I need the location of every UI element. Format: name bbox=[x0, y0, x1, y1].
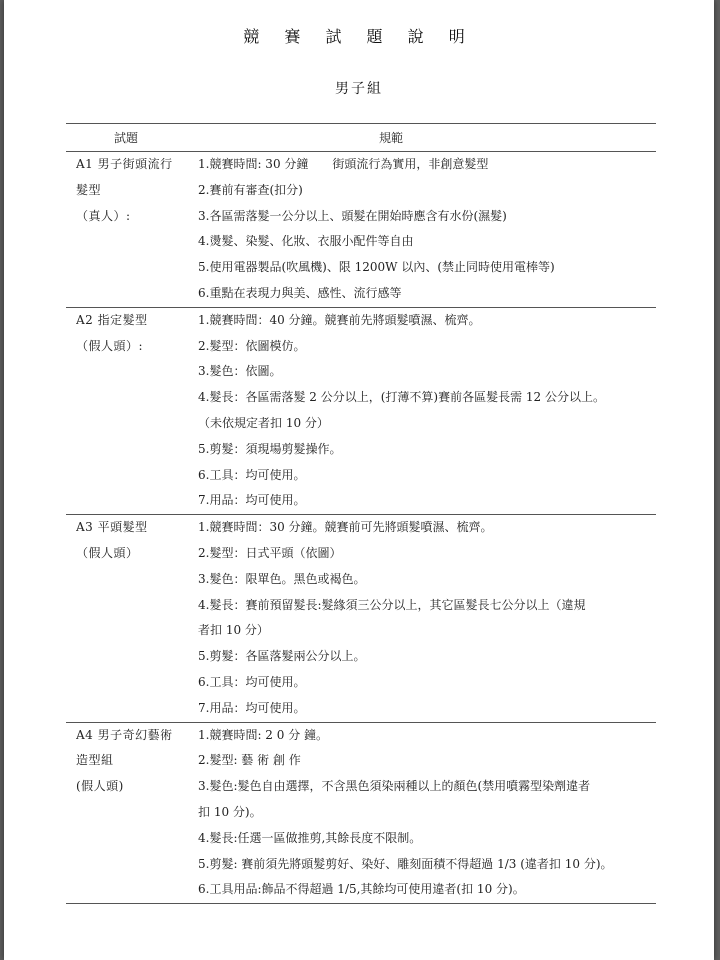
rule-line: 6.工具：均可使用。 bbox=[198, 674, 306, 689]
rule-line: 1.競賽時間: 2 0 分 鐘。 bbox=[198, 727, 329, 742]
section-name-line: A2 指定髮型 bbox=[76, 312, 148, 327]
section-name bbox=[66, 308, 194, 514]
rule-line: 2.髮型：依圖模仿。 bbox=[198, 338, 306, 353]
rule-line: 2.髮型：日式平頭（依圖） bbox=[198, 545, 342, 560]
rule-line: 1.競賽時間: 30 分鐘 街頭流行為實用，非創意髮型 bbox=[198, 157, 489, 171]
section-rules bbox=[194, 723, 656, 904]
rule-line: 者扣 10 分） bbox=[198, 623, 269, 638]
section-name bbox=[66, 152, 194, 307]
section-a3 bbox=[66, 515, 656, 722]
rule-line: 6.重點在表現力與美、感性、流行感等 bbox=[198, 285, 402, 300]
table-header-row bbox=[66, 124, 656, 152]
rule-line: 2.髮型: 藝 術 創 作 bbox=[198, 753, 301, 768]
section-name-line: A1 男子街頭流行 bbox=[76, 157, 173, 171]
rule-line: 6.工具用品:飾品不得超過 1/5,其餘均可使用違者(扣 10 分)。 bbox=[198, 882, 525, 897]
section-name-line: A4 男子奇幻藝術 bbox=[76, 727, 173, 742]
rule-line: 4.燙髮、染髮、化妝、衣服小配件等自由 bbox=[198, 234, 414, 249]
header-topic: 試題 bbox=[113, 131, 138, 145]
rule-line: 4.髮長：各區需落髮 2 公分以上，(打薄不算)賽前各區髮長需 12 公分以上。 bbox=[198, 390, 605, 405]
rule-line: 7.用品：均可使用。 bbox=[198, 493, 306, 508]
section-name bbox=[66, 723, 194, 904]
section-name-line: 髮型 bbox=[76, 182, 102, 197]
section-name-line: （假人頭） bbox=[76, 545, 139, 560]
section-rules bbox=[194, 515, 656, 721]
section-name-line: （假人頭）: bbox=[76, 338, 144, 353]
rule-line: 1.競賽時間：40 分鐘。競賽前先將頭髮噴濕、梳齊。 bbox=[198, 312, 481, 327]
rule-line: 5.使用電器製品(吹風機)、限 1200W 以內、(禁止同時使用電棒等) bbox=[198, 260, 555, 275]
section-a1 bbox=[66, 152, 656, 308]
page-title: 競 賽 試 題 說 明 bbox=[243, 27, 475, 46]
rule-line: 3.髮色：限單色。黑色或褐色。 bbox=[198, 571, 366, 586]
rule-line: 7.用品：均可使用。 bbox=[198, 700, 306, 715]
rule-line: 4.髮長：賽前預留髮長:髮緣須三公分以上，其它區髮長七公分以上（違規 bbox=[198, 597, 586, 612]
rule-line: 5.剪髮: 賽前須先將頭髮剪好、染好、雕刻面積不得超過 1/3 (違者扣 10 分)。 bbox=[198, 856, 613, 871]
rule-line: 扣 10 分)。 bbox=[198, 804, 262, 819]
rule-line: 3.髮色:髮色自由選擇，不含黑色須染兩種以上的顏色(禁用噴霧型染劑違者 bbox=[198, 779, 591, 794]
rule-line: 2.賽前有審查(扣分) bbox=[198, 182, 303, 197]
page-subtitle: 男子組 bbox=[335, 81, 383, 97]
section-name-line: （真人）: bbox=[76, 208, 131, 223]
rule-line: 5.剪髮：須現場剪髮操作。 bbox=[198, 441, 342, 456]
section-rules bbox=[194, 308, 656, 514]
section-a2 bbox=[66, 308, 656, 515]
section-rules bbox=[194, 152, 656, 307]
rule-line: 4.髮長:任選一區做推剪,其餘長度不限制。 bbox=[198, 830, 422, 845]
rule-line: （未依規定者扣 10 分） bbox=[198, 415, 329, 430]
rule-line: 5.剪髮：各區落髮兩公分以上。 bbox=[198, 649, 366, 664]
rule-line: 6.工具：均可使用。 bbox=[198, 467, 306, 482]
rule-line: 1.競賽時間：30 分鐘。競賽前可先將頭髮噴濕、梳齊。 bbox=[198, 520, 493, 535]
section-a4 bbox=[66, 723, 656, 905]
section-name bbox=[66, 515, 194, 721]
section-name-line: (假人頭) bbox=[76, 779, 124, 794]
rule-line: 3.各區需落髮一公分以上、頭髮在開始時應含有水份(濕髮) bbox=[198, 208, 507, 223]
rules-table bbox=[66, 123, 656, 904]
document-page bbox=[4, 0, 714, 960]
section-name-line: A3 平頭髮型 bbox=[76, 520, 148, 535]
rule-line: 3.髮色：依圖。 bbox=[198, 364, 282, 379]
section-name-line: 造型組 bbox=[76, 753, 114, 768]
header-rules: 規範 bbox=[378, 131, 403, 145]
